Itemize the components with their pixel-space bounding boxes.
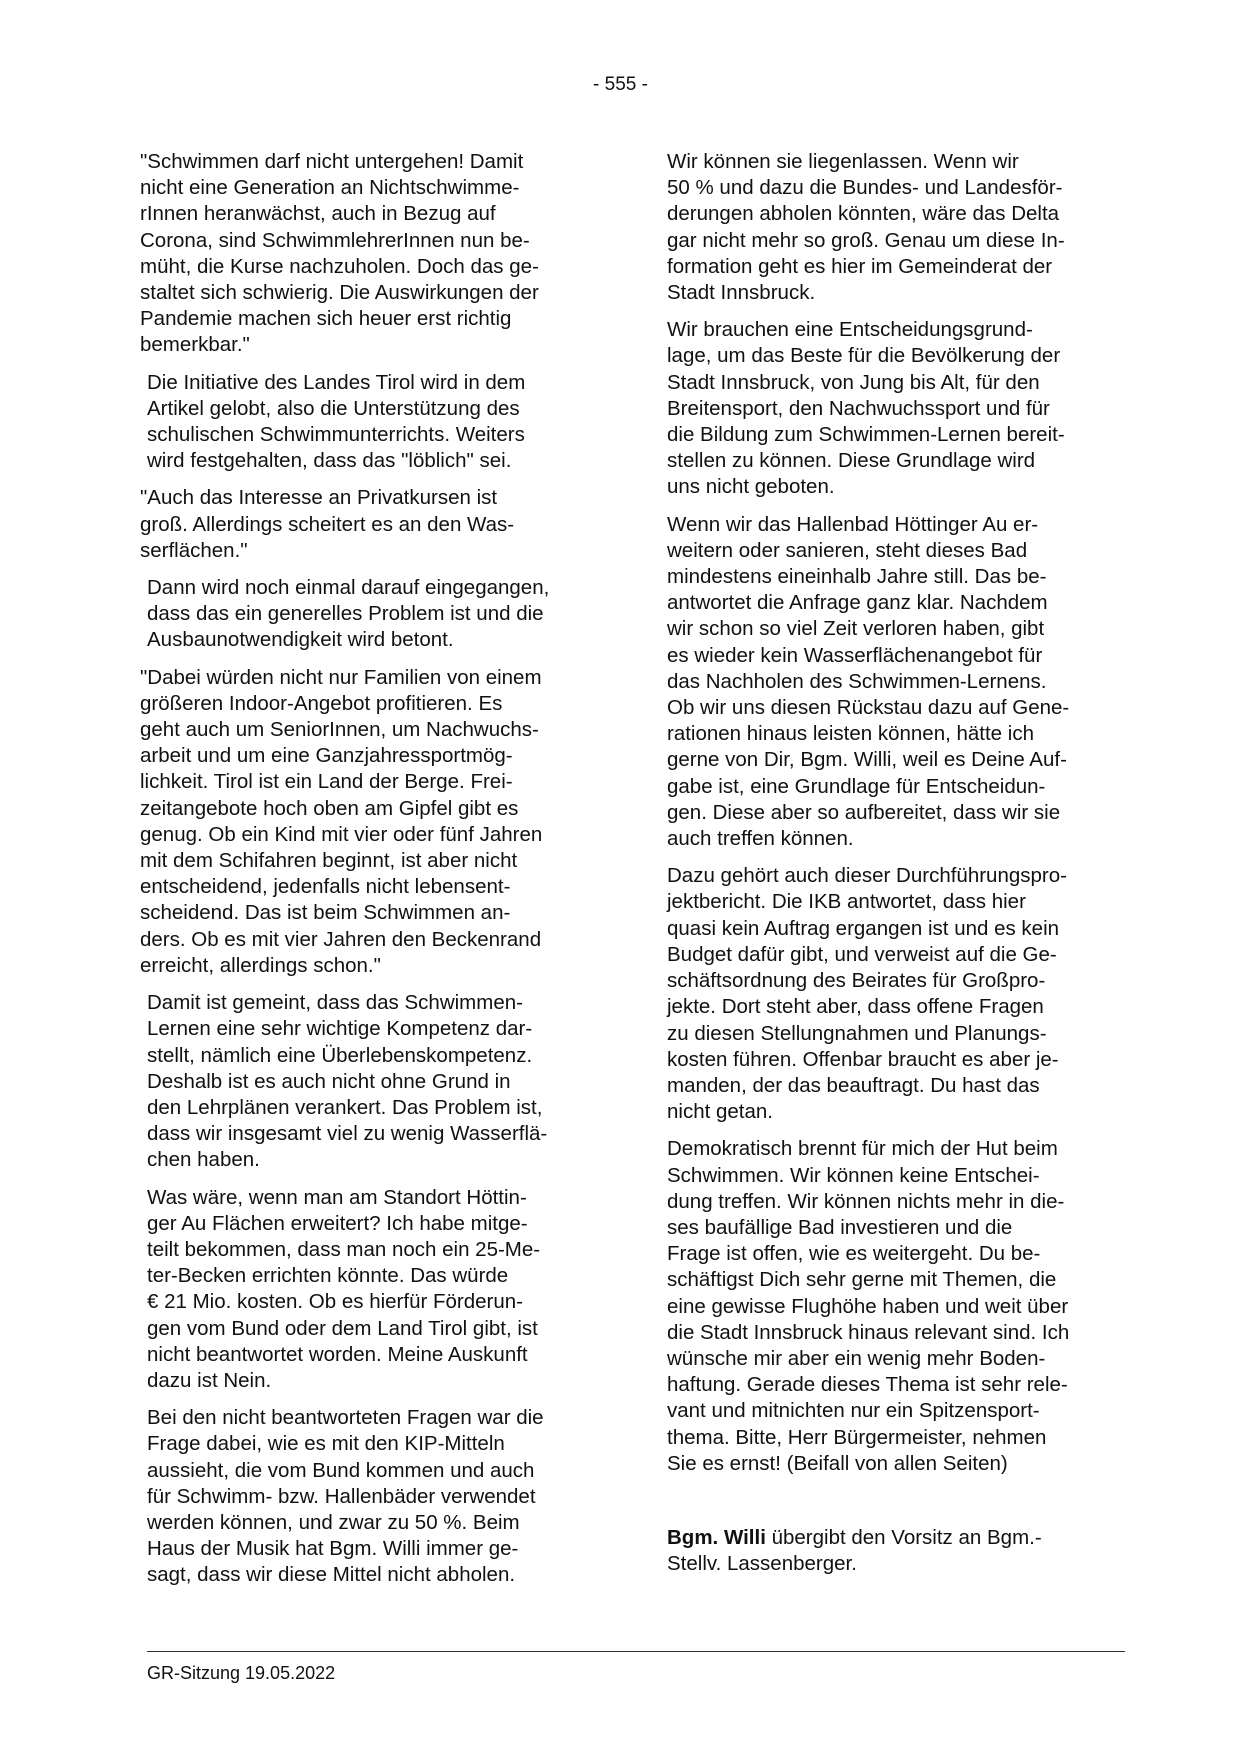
paragraph: Die Initiative des Landes Tirol wird in dem Artikel gelobt, also die Unterstützung des schulischen Schwimmunterrichts. Weiters wird festgehalten, dass das "löblich" sei. bbox=[147, 370, 526, 473]
speaker-note bbox=[667, 1525, 1125, 1577]
paragraph: Demokratisch brennt für mich der Hut beim Schwimmen. Wir können keine Entschei- dung treffen. Wir können nichts mehr in die- ses baufällige Bad investieren und die Frage ist offen, wie es weitergeht. Du be- schäftigst Dich sehr gerne mit Themen, die eine gewisse Flughöhe haben und weit über die Stadt Innsbruck hinaus relevant sind. Ich wünsche mir aber ein wenig mehr Boden- haftung. Gerade dieses Thema ist sehr rele- vant und mitnichten nur ein Spitzensport- thema. Bitte, Herr Bürgermeister, nehmen Sie es ernst! (Beifall von allen Seiten) bbox=[667, 1137, 1070, 1475]
quote-paragraph: "Schwimmen darf nicht untergehen! Damit nicht eine Generation an Nichtschwimme- rInnen heranwächst, auch in Bezug auf Corona, sind SchwimmlehrerInnen nun be- müht, die Kurse nachzuholen. Doch das ge- staltet sich schwierig. Die Auswirkungen der Pandemie machen sich heuer erst richtig bemerkbar." bbox=[140, 150, 539, 357]
left-column bbox=[140, 149, 605, 1600]
paragraph: Damit ist gemeint, dass das Schwimmen- Lernen eine sehr wichtige Kompetenz dar- stellt, nämlich eine Überlebenskompetenz. Deshalb ist es auch nicht ohne Grund in den Lehrplänen verankert. Das Problem ist, dass wir insgesamt viel zu wenig Wasserflä- chen haben. bbox=[147, 991, 548, 1172]
quote-paragraph: "Auch das Interesse an Privatkursen ist groß. Allerdings scheitert es an den Was- serflächen." bbox=[140, 486, 515, 562]
paragraph: Wir brauchen eine Entscheidungsgrund- lage, um das Beste für die Bevölkerung der Stadt Innsbruck, von Jung bis Alt, für den Breitensport, den Nachwuchssport und für die Bildung zum Schwimmen-Lernen bereit- stellen zu können. Diese Grundlage wird uns nicht geboten. bbox=[667, 318, 1065, 499]
paragraph: Was wäre, wenn man am Standort Höttin- ger Au Flächen erweitert? Ich habe mitge- teilt bekommen, dass man noch ein 25-Me- ter-Becken errichten könnte. Das würde € 21 Mio. kosten. Ob es hierfür Förderun- gen vom Bund oder dem Land Tirol gibt, ist nicht beantwortet worden. Meine Auskunft dazu ist Nein. bbox=[147, 1185, 541, 1392]
paragraph: Bei den nicht beantworteten Fragen war die Frage dabei, wie es mit den KIP-Mitteln aussieht, die vom Bund kommen und auch für Schwimm- bzw. Hallenbäder verwendet werden können, und zwar zu 50 %. Beim Haus der Musik hat Bgm. Willi immer ge- sagt, dass wir diese Mittel nicht abholen. bbox=[147, 1406, 544, 1587]
footer-session-date: GR-Sitzung 19.05.2022 bbox=[147, 1663, 336, 1683]
paragraph: Dazu gehört auch dieser Durchführungspro- jektbericht. Die IKB antwortet, dass hier quasi kein Auftrag ergangen ist und es kein Budget dafür gibt, und verweist auf die Ge- schäftsordnung des Beirates für Großpro- jekte. Dort steht aber, dass offene Fragen zu diesen Stellungnahmen und Planungs- kosten führen. Offenbar braucht es aber je- manden, der das beauftragt. Du hast das nicht getan. bbox=[667, 864, 1067, 1124]
footer-divider bbox=[147, 1651, 1125, 1652]
paragraph: Dann wird noch einmal darauf eingegangen, dass das ein generelles Problem ist und die Ausbaunotwendigkeit wird betont. bbox=[147, 576, 550, 652]
paragraph: Wenn wir das Hallenbad Höttinger Au er- weitern oder sanieren, steht dieses Bad mindestens eineinhalb Jahre still. Das be- antwortet die Anfrage ganz klar. Nachdem wir schon so viel Zeit verloren haben, gibt es wieder kein Wasserflächenangebot für das Nachholen des Schwimmen-Lernens. Ob wir uns diesen Rückstau dazu auf Gene- rationen hinaus leisten können, hätte ich gerne von Dir, Bgm. Willi, weil es Deine Auf- gabe ist, eine Grundlage für Entscheidun- gen. Diese aber so aufbereitet, dass wir sie auch treffen können. bbox=[667, 512, 1070, 851]
speaker-note-text: übergibt den Vorsitz an Bgm.- Stellv. Lassenberger. bbox=[667, 1525, 1042, 1576]
page-number: - 555 - bbox=[593, 74, 648, 95]
paragraph: Wir können sie liegenlassen. Wenn wir 50 % und dazu die Bundes- und Landesför- derungen abholen könnten, wäre das Delta gar nicht mehr so groß. Genau um diese In- formation geht es hier im Gemeinderat der Stadt Innsbruck. bbox=[667, 150, 1065, 305]
right-column bbox=[667, 149, 1125, 1588]
quote-paragraph: "Dabei würden nicht nur Familien von einem größeren Indoor-Angebot profitieren. Es geht auch um SeniorInnen, um Nachwuchs- arbeit und um eine Ganzjahressportmög- lichkeit. Tirol ist ein Land der Berge. Frei- zeitangebote hoch oben am Gipfel gibt es genug. Ob ein Kind mit vier oder fünf Jahren mit dem Schifahren beginnt, ist aber nicht entscheidend, jedenfalls nicht lebensent- scheidend. Das ist beim Schwimmen an- ders. Ob es mit vier Jahren den Beckenrand erreicht, allerdings schon." bbox=[140, 665, 543, 977]
speaker-name: Bgm. Willi bbox=[667, 1525, 766, 1549]
